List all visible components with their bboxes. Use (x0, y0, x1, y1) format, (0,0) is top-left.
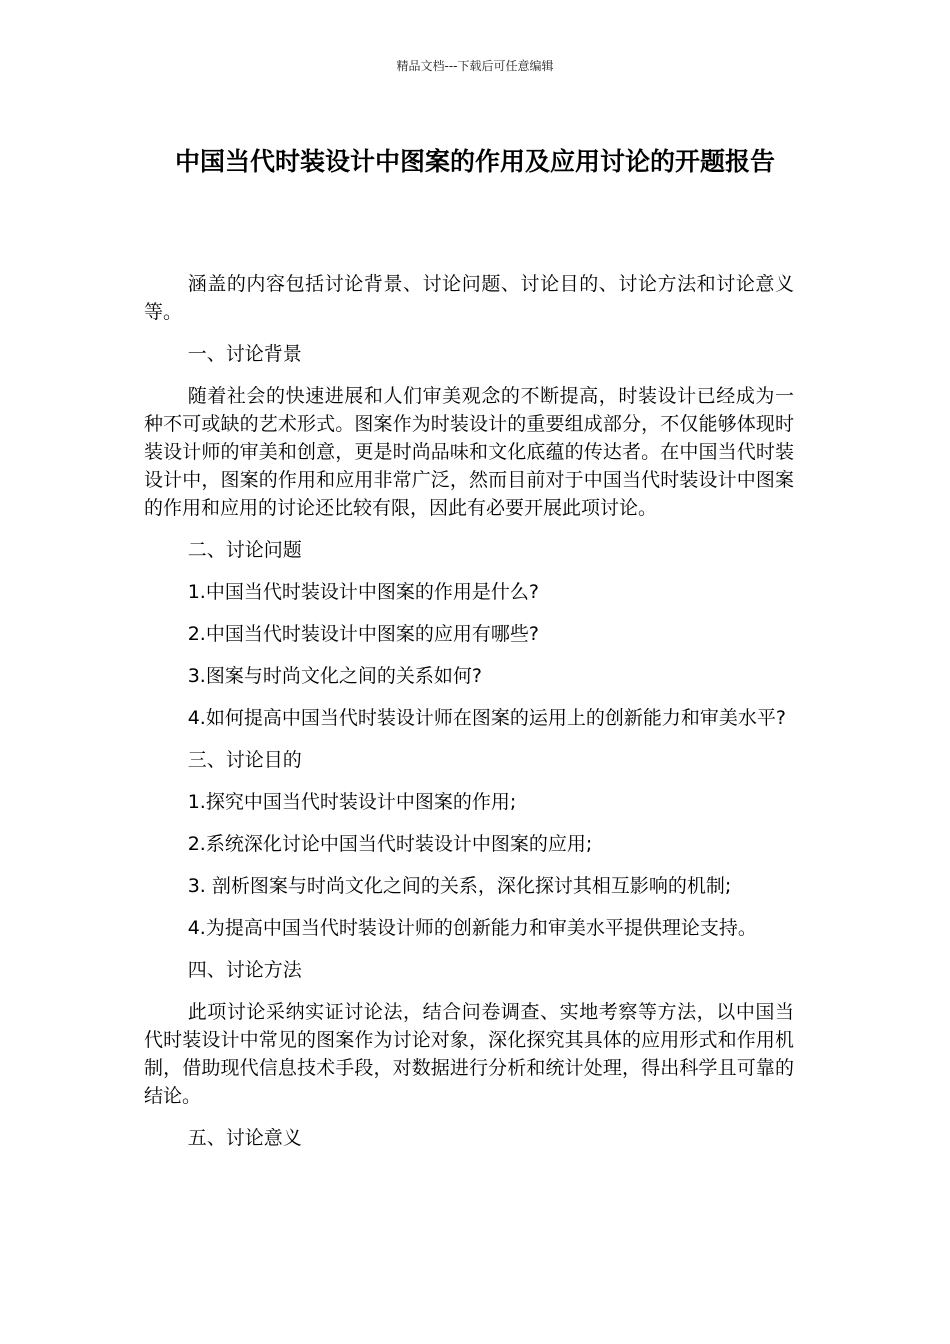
section-heading-background: 一、讨论背景 (187, 343, 302, 365)
intro-paragraph: 涵盖的内容包括讨论背景、讨论问题、讨论目的、讨论方法和讨论意义等。 (144, 273, 794, 323)
document-title: 中国当代时装设计中图案的作用及应用讨论的开题报告 (174, 147, 775, 176)
section-heading-significance: 五、讨论意义 (187, 1127, 302, 1149)
question-item-4: 4.如何提高中国当代时装设计师在图案的运用上的创新能力和审美水平? (187, 707, 786, 729)
section-heading-methods: 四、讨论方法 (187, 959, 302, 981)
background-paragraph: 随着社会的快速进展和人们审美观念的不断提高，时装设计已经成为一种不可或缺的艺术形式。图案作为时装设计的重要组成部分，不仅能够体现时装设计师的审美和创意，更是时尚品味和文化底蕴的传达者。在中国当代时装设计中，图案的作用和应用非常广泛，然而目前对于中国当代时装设计中图案的作用和应用的讨论还比较有限，因此有必要开展此项讨论。 (144, 385, 794, 519)
header-note: 精品文档---下载后可任意编辑 (396, 59, 554, 73)
section-heading-objectives: 三、讨论目的 (187, 749, 302, 771)
methods-paragraph: 此项讨论采纳实证讨论法，结合问卷调查、实地考察等方法，以中国当代时装设计中常见的图案作为讨论对象，深化探究其具体的应用形式和作用机制，借助现代信息技术手段，对数据进行分析和统计处理，得出科学且可靠的结论。 (144, 1001, 794, 1107)
question-item-2: 2.中国当代时装设计中图案的应用有哪些? (187, 623, 539, 645)
objective-item-3: 3. 剖析图案与时尚文化之间的关系，深化探讨其相互影响的机制; (187, 875, 732, 897)
objective-item-4: 4.为提高中国当代时装设计师的创新能力和审美水平提供理论支持。 (187, 917, 757, 939)
document-body (144, 270, 794, 1166)
objective-item-2: 2.系统深化讨论中国当代时装设计中图案的应用; (187, 833, 593, 855)
section-heading-questions: 二、讨论问题 (187, 539, 302, 561)
objective-item-1: 1.探究中国当代时装设计中图案的作用; (187, 791, 517, 813)
question-item-1: 1.中国当代时装设计中图案的作用是什么? (187, 581, 539, 603)
question-item-3: 3.图案与时尚文化之间的关系如何? (187, 665, 482, 687)
